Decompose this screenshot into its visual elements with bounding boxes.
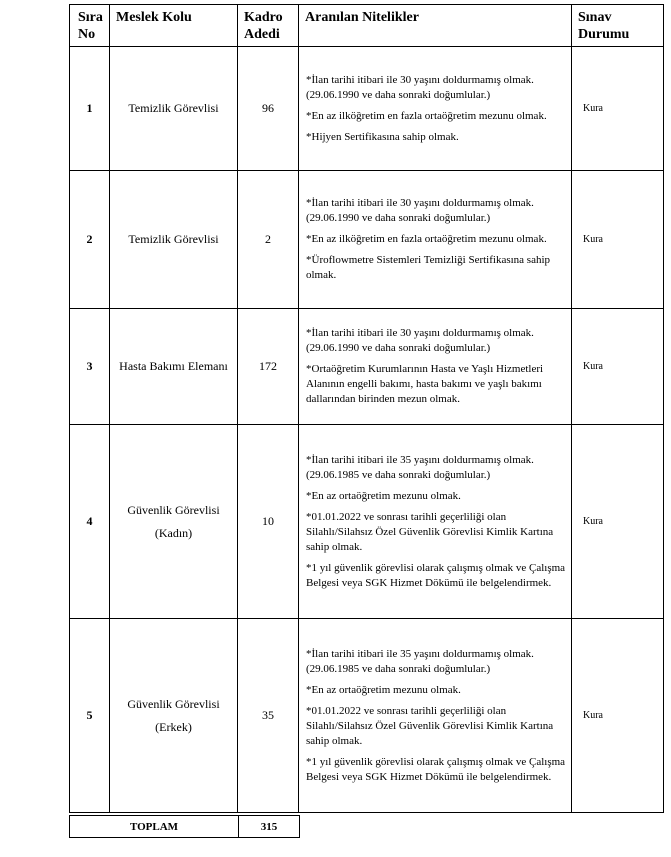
row-number: 2 [70, 171, 110, 309]
header-sira-line1: Sıra [78, 10, 103, 25]
header-kadro-adedi [238, 5, 299, 47]
positions-table [69, 4, 664, 813]
requirement-item: *1 yıl güvenlik görevlisi olarak çalışmış olmak ve Çalışma Belgesi veya SGK Hizmet Dökümü ile belgelendirmek. [306, 561, 566, 589]
table-row [70, 425, 664, 619]
row-requirements [299, 47, 572, 171]
requirement-item: *İlan tarihi itibari ile 30 yaşını doldurmamış olmak. (29.06.1990 ve daha sonraki doğumlular.) [306, 73, 534, 101]
row-title-sub: (Erkek) [155, 719, 192, 734]
header-sinav-line1: Sınav [578, 10, 612, 25]
row-count: 35 [238, 619, 299, 813]
row-requirements [299, 309, 572, 425]
requirement-item: *İlan tarihi itibari ile 35 yaşını doldurmamış olmak. (29.06.1985 ve daha sonraki doğumlular.) [306, 647, 534, 675]
requirement-item: *En az ilköğretim en fazla ortaöğretim mezunu olmak. [306, 109, 547, 122]
row-exam-status: Kura [572, 309, 664, 425]
row-count: 172 [238, 309, 299, 425]
row-requirements [299, 171, 572, 309]
row-title [110, 171, 238, 309]
header-sinav-durumu [572, 5, 664, 47]
table-header-row [70, 5, 664, 47]
requirement-item: *En az ilköğretim en fazla ortaöğretim mezunu olmak. [306, 233, 547, 245]
row-count: 10 [238, 425, 299, 619]
requirement-item: *Üroflowmetre Sistemleri Temizliği Sertifikasına sahip olmak. [306, 254, 551, 281]
total-value: 315 [239, 816, 300, 838]
header-sira-line2: No [78, 27, 96, 42]
row-exam-status: Kura [572, 171, 664, 309]
total-table [69, 815, 300, 838]
row-requirements [299, 425, 572, 619]
row-title-main: Güvenlik Görevlisi [127, 502, 220, 517]
row-exam-status: Kura [572, 425, 664, 619]
row-number: 3 [70, 309, 110, 425]
requirement-item: *İlan tarihi itibari ile 30 yaşını doldurmamış olmak. (29.06.1990 ve daha sonraki doğumlular.) [306, 327, 534, 354]
header-nitelikler: Aranılan Nitelikler [299, 5, 572, 47]
row-count: 2 [238, 171, 299, 309]
row-exam-status: Kura [572, 619, 664, 813]
table-row [70, 171, 664, 309]
table-row [70, 619, 664, 813]
row-title-sub: (Kadın) [154, 525, 193, 540]
requirement-item: *İlan tarihi itibari ile 35 yaşını doldurmamış olmak. (29.06.1985 ve daha sonraki doğumlular.) [306, 453, 534, 481]
requirement-item: *En az ortaöğretim mezunu olmak. [306, 489, 461, 502]
header-sinav-line2: Durumu [578, 27, 630, 42]
row-requirements [299, 619, 572, 813]
total-label: TOPLAM [70, 816, 239, 838]
row-title-main: Temizlik Görevlisi [128, 101, 219, 115]
row-title [110, 619, 238, 813]
requirement-item: *Ortaöğretim Kurumlarının Hasta ve Yaşlı Hizmetleri Alanının engelli bakımı, hasta bakımı ve yaşlı bakımı dallarından birinden mezun olmak. [306, 363, 544, 405]
row-number: 5 [70, 619, 110, 813]
requirement-item: *01.01.2022 ve sonrası tarihli geçerliliği olan Silahlı/Silahsız Özel Güvenlik Görevlisi Kimlik Kartına sahip olmak. [306, 704, 554, 747]
row-title-main: Temizlik Görevlisi [128, 232, 219, 246]
row-title-main: Hasta Bakımı Elemanı [119, 359, 228, 373]
header-sira-no [70, 5, 110, 47]
row-title [110, 47, 238, 171]
requirement-item: *01.01.2022 ve sonrası tarihli geçerliliği olan Silahlı/Silahsız Özel Güvenlik Görevlisi Kimlik Kartına sahip olmak. [306, 510, 554, 553]
row-number: 1 [70, 47, 110, 171]
table-row [70, 309, 664, 425]
row-number: 4 [70, 425, 110, 619]
total-row [70, 816, 300, 838]
row-exam-status: Kura [572, 47, 664, 171]
header-kadro-line2: Adedi [244, 27, 280, 42]
requirement-item: *Hijyen Sertifikasına sahip olmak. [306, 130, 459, 143]
requirement-item: *1 yıl güvenlik görevlisi olarak çalışmış olmak ve Çalışma Belgesi veya SGK Hizmet Dökümü ile belgelendirmek. [306, 755, 566, 783]
requirement-item: *En az ortaöğretim mezunu olmak. [306, 683, 461, 696]
row-title [110, 425, 238, 619]
requirement-item: *İlan tarihi itibari ile 30 yaşını doldurmamış olmak. (29.06.1990 ve daha sonraki doğumlular.) [306, 197, 534, 224]
header-kadro-line1: Kadro [244, 10, 283, 25]
header-meslek-kolu: Meslek Kolu [110, 5, 238, 47]
row-title [110, 309, 238, 425]
table-row [70, 47, 664, 171]
row-count: 96 [238, 47, 299, 171]
row-title-main: Güvenlik Görevlisi [127, 696, 220, 711]
